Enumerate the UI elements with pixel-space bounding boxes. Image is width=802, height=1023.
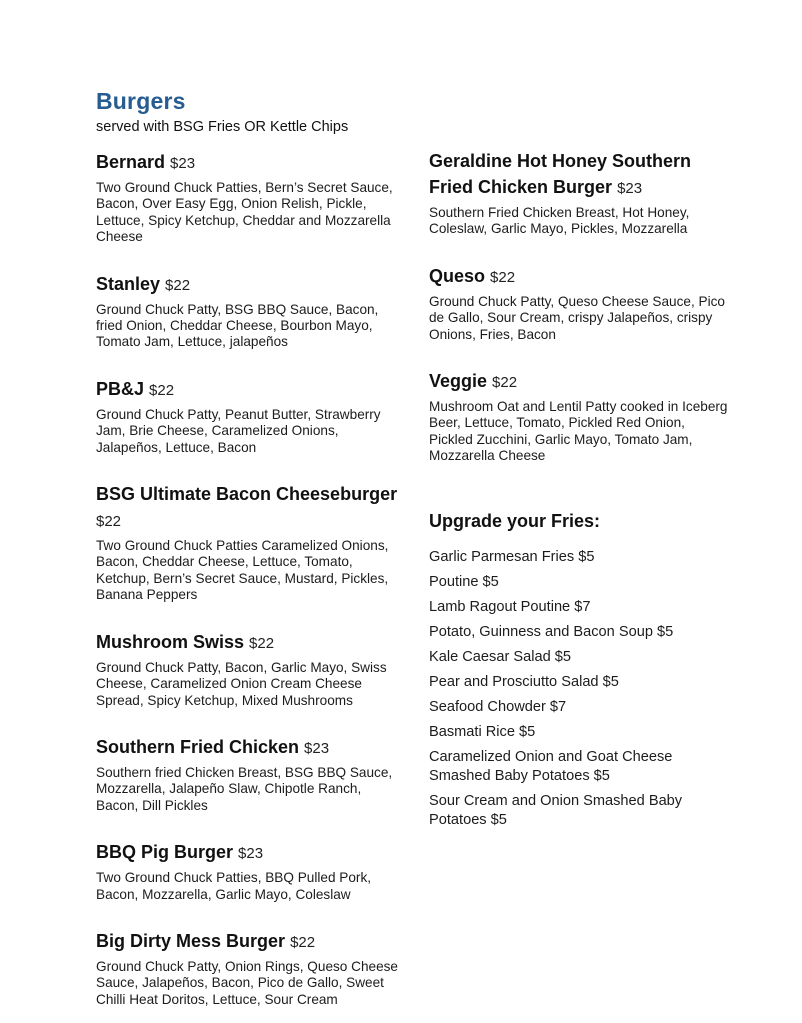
menu-item-price: $23 bbox=[617, 180, 643, 197]
menu-item-title bbox=[429, 263, 732, 291]
menu-item-title bbox=[96, 481, 401, 535]
menu-item bbox=[96, 271, 401, 351]
menu-item-title bbox=[96, 149, 401, 177]
menu-item-name: Veggie bbox=[429, 371, 488, 392]
menu-item-price: $22 bbox=[492, 374, 518, 392]
upgrade-item: Garlic Parmesan Fries $5 bbox=[429, 548, 595, 565]
menu-item-title bbox=[96, 928, 401, 956]
menu-item-name: Big Dirty Mess Burger bbox=[96, 930, 286, 951]
menu-item bbox=[96, 149, 401, 246]
menu-item bbox=[429, 263, 732, 343]
menu-item-price: $22 bbox=[96, 513, 122, 531]
upgrade-item: Caramelized Onion and Goat Cheese Smashed Baby Potatoes $5 bbox=[429, 748, 673, 784]
menu-item-title bbox=[96, 734, 401, 762]
menu-item-price: $22 bbox=[165, 276, 191, 294]
menu-item-price: $22 bbox=[249, 634, 275, 652]
upgrade-item: Sour Cream and Onion Smashed Baby Potatoes $5 bbox=[429, 792, 683, 828]
menu-item-description: Two Ground Chuck Patties Caramelized Onions, Bacon, Cheddar Cheese, Lettuce, Tomato, Ketchup, Bern’s Secret Sauce, Mustard, Pickles, Banana Peppers bbox=[96, 538, 389, 603]
menu-item-title bbox=[96, 376, 401, 404]
menu-item-description: Two Ground Chuck Patties, BBQ Pulled Pork, Bacon, Mozzarella, Garlic Mayo, Coleslaw bbox=[96, 870, 372, 902]
upgrade-item: Seafood Chowder $7 bbox=[429, 698, 567, 715]
menu-item-name: Southern Fried Chicken bbox=[96, 736, 300, 757]
menu-item-price: $23 bbox=[304, 739, 330, 757]
menu-item-title bbox=[96, 839, 401, 867]
menu-item-description: Ground Chuck Patty, Onion Rings, Queso Cheese Sauce, Jalapeños, Bacon, Pico de Gallo, Sweet Chilli Heat Doritos, Lettuce, Sour Cream bbox=[96, 958, 398, 1007]
menu-item-name: Geraldine Hot Honey Southern Fried Chicken Burger bbox=[429, 151, 692, 197]
menu-item-name: Bernard bbox=[96, 152, 166, 172]
menu-item-description: Southern Fried Chicken Breast, Hot Honey, Coleslaw, Garlic Mayo, Pickles, Mozzarella bbox=[429, 205, 690, 237]
menu-item bbox=[429, 368, 732, 465]
menu-item-price: $22 bbox=[290, 933, 316, 951]
menu-item-name: Mushroom Swiss bbox=[96, 631, 245, 652]
menu-item-price: $23 bbox=[238, 845, 264, 863]
menu-item-name: PB&J bbox=[96, 378, 145, 399]
menu-item-description: Mushroom Oat and Lentil Patty cooked in Iceberg Beer, Lettuce, Tomato, Pickled Red Onion, Pickled Zucchini, Garlic Mayo, Tomato Jam, Mozzarella Cheese bbox=[429, 399, 728, 464]
menu-column-left bbox=[96, 88, 401, 1023]
menu-item-name: BBQ Pig Burger bbox=[96, 842, 234, 863]
menu-item-title bbox=[429, 148, 732, 202]
page-title: Burgers bbox=[96, 88, 186, 114]
page-subtitle: served with BSG Fries OR Kettle Chips bbox=[96, 119, 349, 135]
menu-item-description: Ground Chuck Patty, Queso Cheese Sauce, Pico de Gallo, Sour Cream, crispy Jalapeños, crispy Onions, Fries, Bacon bbox=[429, 293, 725, 342]
burger-list-right bbox=[429, 148, 732, 465]
menu-item bbox=[96, 376, 401, 456]
menu-item bbox=[96, 839, 401, 903]
menu-item-title bbox=[429, 368, 732, 396]
menu-item-price: $22 bbox=[149, 381, 175, 399]
menu-item-title bbox=[96, 629, 401, 657]
menu-item-description: Ground Chuck Patty, Bacon, Garlic Mayo, Swiss Cheese, Caramelized Onion Cream Cheese Spread, Spicy Ketchup, Mixed Mushrooms bbox=[96, 659, 387, 708]
menu-item bbox=[429, 148, 732, 238]
upgrades-list bbox=[429, 548, 732, 830]
menu-item-title bbox=[96, 271, 401, 299]
menu-item-description: Two Ground Chuck Patties, Bern’s Secret Sauce, Bacon, Over Easy Egg, Onion Relish, Pickle, Lettuce, Spicy Ketchup, Cheddar and Mozzarella Cheese bbox=[96, 180, 393, 245]
menu-item-description: Southern fried Chicken Breast, BSG BBQ Sauce, Mozzarella, Jalapeño Slaw, Chipotle Ranch, Bacon, Dill Pickles bbox=[96, 764, 393, 813]
menu-item bbox=[96, 928, 401, 1008]
menu-item-name: Stanley bbox=[96, 273, 161, 294]
upgrade-item: Basmati Rice $5 bbox=[429, 723, 536, 740]
menu-item-description: Ground Chuck Patty, Peanut Butter, Strawberry Jam, Brie Cheese, Caramelized Onions, Jalapeños, Lettuce, Bacon bbox=[96, 406, 381, 455]
menu-item-name: BSG Ultimate Bacon Cheeseburger bbox=[96, 484, 398, 505]
upgrade-item: Poutine $5 bbox=[429, 573, 499, 590]
upgrades-heading: Upgrade your Fries: bbox=[429, 510, 601, 531]
menu-item bbox=[96, 481, 401, 604]
menu-item bbox=[96, 629, 401, 709]
upgrade-item: Potato, Guinness and Bacon Soup $5 bbox=[429, 623, 674, 640]
upgrade-item: Kale Caesar Salad $5 bbox=[429, 648, 571, 665]
menu-item-name: Queso bbox=[429, 265, 486, 286]
menu-item-price: $22 bbox=[490, 268, 516, 286]
menu-item-description: Ground Chuck Patty, BSG BBQ Sauce, Bacon, fried Onion, Cheddar Cheese, Bourbon Mayo, Tomato Jam, Lettuce, jalapeños bbox=[96, 301, 379, 350]
menu-item bbox=[96, 734, 401, 814]
burger-list-left bbox=[96, 149, 401, 1008]
menu-column-right bbox=[429, 148, 732, 836]
menu-item-price: $23 bbox=[170, 155, 196, 172]
upgrade-item: Pear and Prosciutto Salad $5 bbox=[429, 673, 619, 690]
upgrade-item: Lamb Ragout Poutine $7 bbox=[429, 598, 591, 615]
